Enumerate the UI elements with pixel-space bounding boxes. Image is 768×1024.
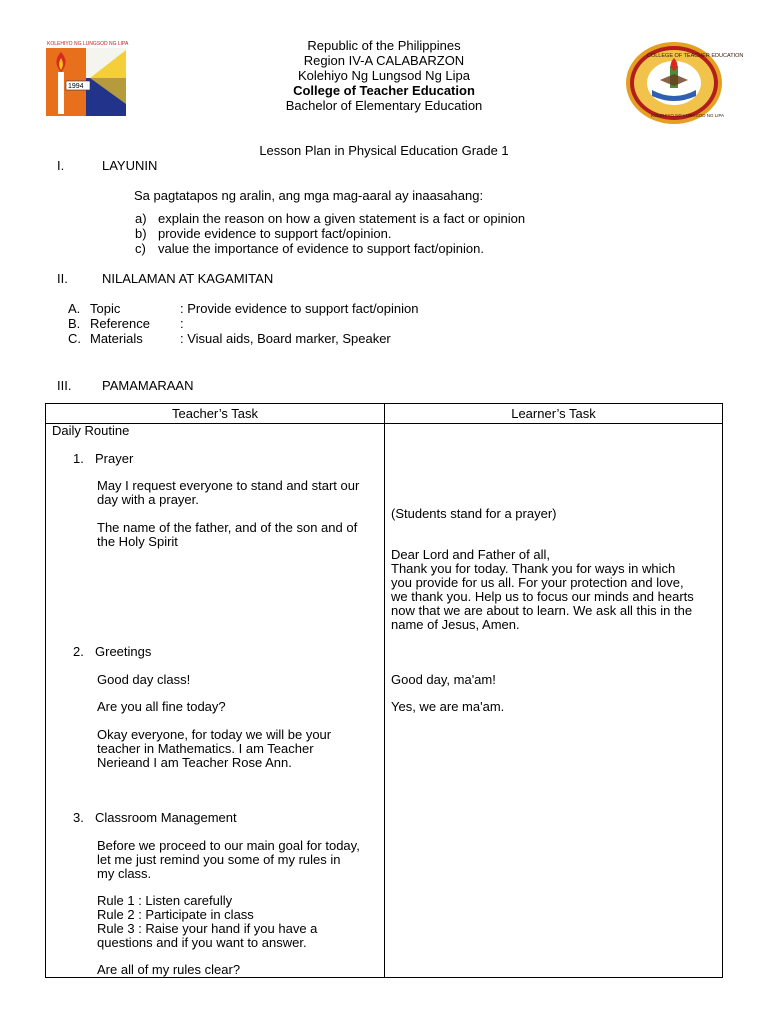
daily-routine-heading: Daily Routine xyxy=(52,423,130,438)
objectives-intro: Sa pagtatapos ng aralin, ang mga mag-aaral ay inaasahang: xyxy=(134,188,484,203)
objective-marker: a) xyxy=(135,211,147,226)
section2-number: II. xyxy=(57,271,68,286)
content-marker: B. xyxy=(68,316,81,331)
teacher-line: Before we proceed to our main goal for today, xyxy=(97,838,360,853)
lesson-title: Lesson Plan in Physical Education Grade 1 xyxy=(259,143,509,158)
svg-text:COLLEGE OF TEACHER EDUCATION: COLLEGE OF TEACHER EDUCATION xyxy=(647,53,744,59)
rule-item: questions and if you want to answer. xyxy=(97,935,307,950)
prayer-heading: Prayer xyxy=(95,451,134,466)
teacher-line: Good day class! xyxy=(97,672,191,687)
learner-line: Good day, ma'am! xyxy=(391,672,496,687)
teacher-task-header: Teacher’s Task xyxy=(46,404,385,424)
learner-task-cell xyxy=(385,424,723,978)
learner-prayer-line: you provide for us all. For your protection and love, xyxy=(391,575,684,590)
greetings-number: 2. xyxy=(73,644,84,659)
teacher-line: Nerieand I am Teacher Rose Ann. xyxy=(97,755,292,770)
section3-number: III. xyxy=(57,378,72,393)
table-row xyxy=(46,424,723,978)
teacher-line: Okay everyone, for today we will be your xyxy=(97,727,332,742)
classroom-management-number: 3. xyxy=(73,810,84,825)
content-key: Materials xyxy=(90,331,143,346)
content-value: : Provide evidence to support fact/opinion xyxy=(180,301,419,316)
learner-line: Yes, we are ma'am. xyxy=(391,699,505,714)
rule-item: Rule 1 : Listen carefully xyxy=(97,893,233,908)
objective-item: value the importance of evidence to support fact/opinion. xyxy=(158,241,484,256)
greetings-heading: Greetings xyxy=(95,644,152,659)
teacher-line: day with a prayer. xyxy=(97,492,199,507)
prayer-number: 1. xyxy=(73,451,84,466)
learner-prayer-line: we thank you. Help us to focus our minds and hearts xyxy=(391,589,694,604)
teacher-line: The name of the father, and of the son and of xyxy=(97,520,358,535)
teacher-line: the Holy Spirit xyxy=(97,534,178,549)
teacher-line: Are you all fine today? xyxy=(97,699,226,714)
svg-text:KOLEHIYO NG LUNGSOD NG LIPA: KOLEHIYO NG LUNGSOD NG LIPA xyxy=(47,41,129,47)
content-value: : Visual aids, Board marker, Speaker xyxy=(180,331,391,346)
header-republic: Republic of the Philippines xyxy=(307,38,461,53)
content-marker: C. xyxy=(68,331,81,346)
svg-text:1994: 1994 xyxy=(68,83,84,90)
header-region: Region IV-A CALABARZON xyxy=(303,53,465,68)
teacher-line: May I request everyone to stand and start our xyxy=(97,478,360,493)
learner-prayer-line: name of Jesus, Amen. xyxy=(391,617,520,632)
header-college: Kolehiyo Ng Lungsod Ng Lipa xyxy=(297,68,470,83)
content-key: Reference xyxy=(90,316,150,331)
content-value: : xyxy=(180,316,184,331)
table-header-row xyxy=(46,404,723,424)
section3-heading: PAMAMARAAN xyxy=(102,378,194,393)
learner-prayer-line: Thank you for today. Thank you for ways in which xyxy=(391,561,676,576)
learner-task-header: Learner’s Task xyxy=(385,404,723,424)
content-key: Topic xyxy=(90,301,121,316)
section2-heading: NILALAMAN AT KAGAMITAN xyxy=(102,271,274,286)
teacher-line: let me just remind you some of my rules in xyxy=(97,852,341,867)
rule-item: Rule 2 : Participate in class xyxy=(97,907,254,922)
objective-marker: c) xyxy=(135,241,146,256)
teacher-line: teacher in Mathematics. I am Teacher xyxy=(97,741,314,756)
objective-marker: b) xyxy=(135,226,147,241)
section1-number: I. xyxy=(57,158,65,173)
header-department: College of Teacher Education xyxy=(293,83,475,98)
learner-line: (Students stand for a prayer) xyxy=(391,506,557,521)
teacher-task-cell xyxy=(46,424,385,978)
objective-item: provide evidence to support fact/opinion. xyxy=(158,226,392,241)
section1-heading: LAYUNIN xyxy=(102,158,158,173)
teacher-line: my class. xyxy=(97,866,152,881)
svg-text:KOLEHIYO NG LUNGSOD NG LIPA: KOLEHIYO NG LUNGSOD NG LIPA xyxy=(651,113,725,118)
header-program: Bachelor of Elementary Education xyxy=(285,98,483,113)
learner-prayer-line: Dear Lord and Father of all, xyxy=(391,547,550,562)
learner-prayer-line: now that we are about to learn. We ask all this in the xyxy=(391,603,693,618)
content-marker: A. xyxy=(68,301,81,316)
teacher-line: Are all of my rules clear? xyxy=(97,962,241,977)
objective-item: explain the reason on how a given statement is a fact or opinion xyxy=(158,211,526,226)
classroom-management-heading: Classroom Management xyxy=(95,810,237,825)
procedure-table xyxy=(45,403,723,978)
rule-item: Rule 3 : Raise your hand if you have a xyxy=(97,921,318,936)
